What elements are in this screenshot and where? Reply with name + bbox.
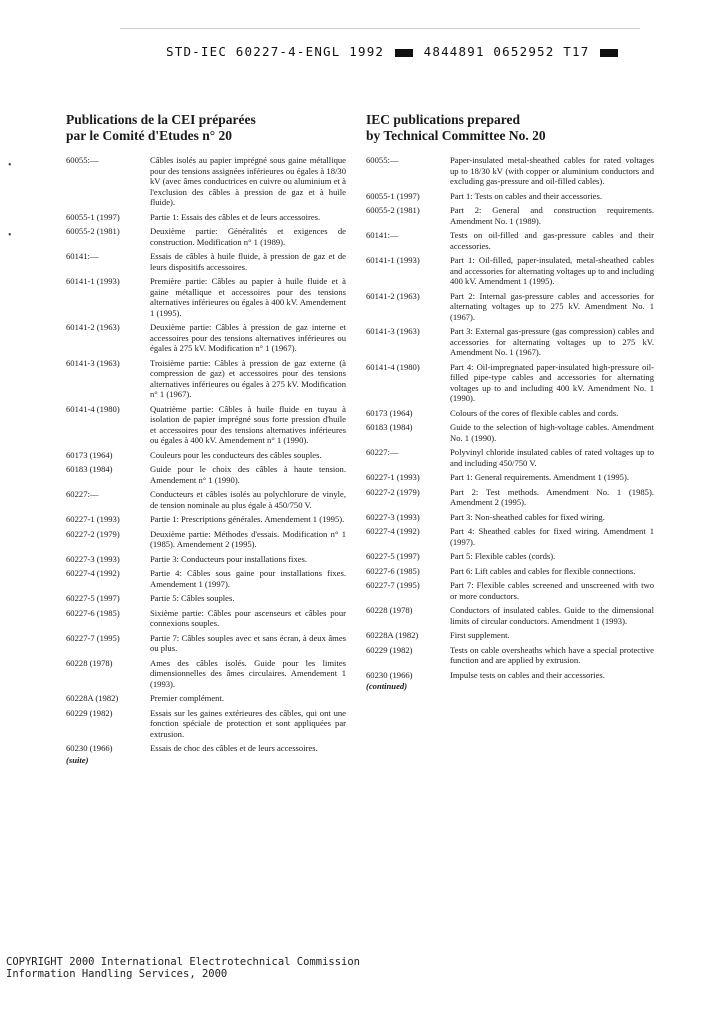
publication-code: 60229 (1982) — [66, 707, 113, 718]
french-entry-list — [66, 155, 346, 754]
publication-title: Partie 4: Câbles sous gaine pour installations fixes. Amendement 1 (1997). — [150, 568, 346, 589]
publication-code: 60141-4 (1980) — [66, 403, 120, 414]
list-item — [66, 529, 346, 550]
list-item — [366, 630, 654, 641]
publication-code: 60227:— — [366, 447, 399, 457]
publication-code: 60227-6 (1985) — [66, 607, 120, 618]
publication-title: Deuxième partie: Méthodes d'essais. Modification n° 1 (1985). Amendement 2 (1995). — [150, 528, 346, 549]
publication-title: Partie 1: Prescriptions générales. Amendement 1 (1995). — [150, 514, 345, 524]
publication-title: Part 7: Flexible cables screened and unscreened with two or more conductors. — [450, 580, 654, 601]
list-item — [366, 291, 654, 323]
publication-code: 60227-3 (1993) — [366, 511, 420, 522]
publication-title: Colours of the cores of flexible cables and cords. — [450, 407, 619, 418]
list-item — [66, 404, 346, 446]
publication-code: 60227-5 (1997) — [366, 551, 420, 561]
publication-title: Ames des câbles isolés. Guide pour les limites dimensionnelles des âmes circulaires. Amendement 1 (1993). — [150, 657, 346, 689]
publication-code: 60183 (1984) — [366, 422, 413, 432]
list-item — [66, 212, 346, 223]
publication-title: Part 1: Oil-filled, paper-insulated, metal-sheathed cables and accessories for alternating voltages up to and including 400 kV. Amendment 1 (1995). — [450, 255, 654, 286]
publication-code: 60227-7 (1995) — [66, 632, 120, 643]
list-item — [66, 226, 346, 247]
list-item — [366, 551, 654, 562]
list-item — [366, 191, 654, 202]
publication-code: 60141-2 (1963) — [66, 322, 120, 332]
publication-title: Part 2: Internal gas-pressure cables and accessories for alternating voltages up to 275 kV. Amendment No. 1 (1967). — [450, 290, 654, 322]
publication-title: Part 2: General and construction requirements. Amendment No. 1 (1989). — [450, 205, 654, 226]
publication-code: 60227-1 (1993) — [366, 472, 420, 482]
publication-code: 60183 (1984) — [66, 464, 113, 474]
list-item — [366, 487, 654, 508]
list-item — [66, 554, 346, 565]
doc-id-mid: 4844891 0652952 — [423, 44, 555, 59]
list-item — [66, 489, 346, 510]
list-item — [66, 693, 346, 704]
list-item — [66, 743, 346, 754]
copyright-line1: COPYRIGHT 2000 International Electrotechnical Commission — [6, 956, 361, 968]
french-title-line1: Publications de la CEI préparées — [66, 112, 256, 127]
list-item — [366, 670, 654, 681]
list-item — [366, 447, 654, 468]
list-item — [366, 645, 654, 666]
publication-title: Essais de choc des câbles et de leurs accessoires. — [150, 743, 318, 753]
list-item — [66, 633, 346, 654]
publication-code: 60173 (1964) — [66, 449, 113, 460]
list-item — [366, 326, 654, 358]
publication-code: 60230 (1966) — [66, 743, 113, 753]
publication-title: Partie 7: Câbles souples avec et sans écran, à deux âmes ou plus. — [150, 632, 346, 653]
publication-title: Part 3: Non-sheathed cables for fixed wiring. — [450, 511, 605, 522]
publication-code: 60229 (1982) — [366, 644, 413, 655]
publication-code: 60055:— — [366, 155, 399, 165]
publication-title: Conducteurs et câbles isolés au polychlorure de vinyle, de tension nominale au plus égale à 450/750 V. — [150, 489, 346, 510]
list-item — [366, 408, 654, 419]
publication-code: 60228 (1978) — [366, 605, 413, 615]
list-item — [66, 251, 346, 272]
french-title — [66, 112, 346, 144]
publication-code: 60228A (1982) — [66, 693, 119, 703]
publication-title: Part 5: Flexible cables (cords). — [450, 551, 556, 561]
publication-code: 60227-2 (1979) — [66, 528, 120, 539]
english-title-line2: by Technical Committee No. 20 — [366, 128, 546, 143]
continued-label: (suite) — [66, 754, 89, 765]
list-item — [366, 580, 654, 601]
english-entry-list — [366, 155, 654, 680]
publication-title: Deuxième partie: Câbles à pression de gaz interne et accessoires pour des tensions alternatives inférieures ou égales à 275 kV. Modification n° 1 (1967). — [150, 322, 346, 353]
publication-title: Essais de câbles à huile fluide, à pression de gaz et de leurs dispositifs accessoires. — [150, 251, 346, 272]
publication-code: 60228 (1978) — [66, 657, 113, 668]
publication-title: Impulse tests on cables and their accessories. — [450, 669, 605, 680]
continued-label: (continued) — [366, 681, 408, 691]
publication-code: 60141-3 (1963) — [366, 326, 420, 336]
doc-id-prefix: STD-IEC 60227-4-ENGL 1992 — [166, 44, 385, 59]
publication-title: Partie 5: Câbles souples. — [150, 593, 235, 603]
list-item — [66, 322, 346, 354]
publication-code: 60055-1 (1997) — [366, 190, 420, 201]
black-block-icon — [600, 49, 618, 57]
french-title-line2: par le Comité d'Etudes n° 20 — [66, 128, 233, 143]
publication-code: 60141:— — [366, 230, 399, 240]
copyright-footer — [6, 956, 360, 980]
publication-title: Guide to the selection of high-voltage cables. Amendment No. 1 (1990). — [450, 422, 654, 443]
publication-code: 60227-4 (1992) — [66, 568, 120, 578]
list-item — [366, 526, 654, 547]
list-item — [366, 512, 654, 523]
publication-title: Sixième partie: Câbles pour ascenseurs et câbles pour connexions souples. — [150, 607, 346, 628]
publication-code: 60141-3 (1963) — [66, 357, 120, 368]
publication-title: Part 1: Tests on cables and their accessories. — [450, 190, 602, 201]
publication-title: Quatrième partie: Câbles à huile fluide en tuyau à isolation de papier imprégné sous forte pression d'huile et accessoires pour des tensions alternatives inférieures ou égales à 400 kV. Amendement n° 1 (1990). — [150, 403, 346, 445]
doc-id-suffix: T17 — [563, 44, 590, 59]
publication-title: Essais sur les gaines extérieures des câbles, qui ont une fonction spéciale de protection et sont appliquées par extrusion. — [150, 707, 346, 739]
list-item — [366, 605, 654, 626]
publication-code: 60055-2 (1981) — [66, 226, 120, 236]
publication-title: Troisième partie: Câbles à pression de gaz externe (à compression de gaz) et accessoires pour des tensions alternatives inférieures ou égales à 275 kV. Modification n° 1 (1967). — [150, 357, 346, 399]
publication-title: Premier complément. — [150, 693, 224, 703]
publication-title: Partie 3: Conducteurs pour installations fixes. — [150, 553, 308, 564]
french-column — [66, 112, 346, 765]
publication-code: 60230 (1966) — [366, 669, 413, 680]
english-title-line1: IEC publications prepared — [366, 112, 521, 127]
list-item — [66, 464, 346, 485]
publication-title: Part 4: Oil-impregnated paper-insulated high-pressure oil-filled pipe-type cables and accessories for alternating voltages up to and including 400 kV. Amendment No. 1 (1990). — [450, 361, 654, 403]
list-item — [66, 568, 346, 589]
list-item — [366, 230, 654, 251]
list-item — [366, 362, 654, 404]
list-item — [66, 708, 346, 740]
list-item — [66, 658, 346, 690]
publication-code: 60227-3 (1993) — [66, 553, 120, 564]
list-item — [66, 358, 346, 400]
list-item — [66, 155, 346, 208]
list-item — [66, 514, 346, 525]
publication-title: Deuxième partie: Généralités et exigences de construction. Modification n° 1 (1989). — [150, 226, 346, 247]
publication-code: 60227-7 (1995) — [366, 580, 420, 590]
publication-title: Partie 1: Essais des câbles et de leurs accessoires. — [150, 211, 321, 222]
publication-title: Part 2: Test methods. Amendment No. 1 (1985). Amendment 2 (1995). — [450, 486, 654, 507]
publication-code: 60055-2 (1981) — [366, 205, 420, 215]
black-block-icon — [395, 49, 413, 57]
scan-artifact-line — [120, 28, 640, 29]
publication-title: Câbles isolés au papier imprégné sous gaine métallique pour des tensions assignées inférieures ou égales à 18/30 kV (avec âmes conductrices en cuivre ou aluminium et à l'exclusion des câbles à pression de gaz et à huile fluide). — [150, 155, 346, 207]
publication-code: 60227-4 (1992) — [366, 526, 420, 536]
publication-code: 60141-1 (1993) — [366, 255, 420, 265]
publication-code: 60055:— — [66, 155, 99, 165]
list-item — [366, 155, 654, 187]
list-item — [366, 205, 654, 226]
english-column — [366, 112, 654, 691]
publication-title: Part 3: External gas-pressure (gas compression) cables and accessories for alternating voltages up to 275 kV. Amendment No. 1 (1967). — [450, 326, 654, 357]
publication-code: 60141:— — [66, 251, 99, 261]
list-item — [366, 255, 654, 287]
publication-code: 60055-1 (1997) — [66, 211, 120, 222]
publication-title: Polyvinyl chloride insulated cables of rated voltages up to and including 450/750 V. — [450, 447, 654, 468]
publication-title: Part 6: Lift cables and cables for flexible connections. — [450, 565, 636, 576]
publication-code: 60141-1 (1993) — [66, 276, 120, 286]
list-item — [366, 422, 654, 443]
list-item — [66, 276, 346, 318]
list-item — [66, 608, 346, 629]
list-item — [366, 472, 654, 483]
publication-code: 60141-2 (1963) — [366, 290, 420, 301]
publication-title: Tests on cable oversheaths which have a special protective function and are applied by extrusion. — [450, 644, 654, 665]
publication-code: 60227-5 (1997) — [66, 593, 120, 603]
publication-code: 60141-4 (1980) — [366, 361, 420, 372]
publication-title: Part 4: Sheathed cables for fixed wiring. Amendment 1 (1997). — [450, 526, 654, 547]
scan-dot: • — [8, 230, 12, 241]
publication-title: Couleurs pour les conducteurs des câbles souples. — [150, 449, 322, 460]
scan-dot: • — [8, 160, 12, 171]
copyright-line2: Information Handling Services, 2000 — [6, 968, 228, 980]
list-item — [66, 450, 346, 461]
publication-code: 60227-6 (1985) — [366, 565, 420, 576]
publication-title: Tests on oil-filled and gas-pressure cables and their accessories. — [450, 230, 654, 251]
document-id-header — [166, 44, 620, 59]
publication-code: 60227:— — [66, 489, 99, 499]
list-item — [366, 566, 654, 577]
publication-title: Conductors of insulated cables. Guide to the dimensional limits of circular conductors. Amendment 1 (1993). — [450, 605, 654, 626]
english-title — [366, 112, 654, 144]
publication-code: 60173 (1964) — [366, 407, 413, 418]
list-item — [66, 593, 346, 604]
publication-title: Guide pour le choix des câbles à haute tension. Amendement n° 1 (1990). — [150, 464, 346, 485]
publication-code: 60228A (1982) — [366, 630, 419, 640]
publication-code: 60227-2 (1979) — [366, 486, 420, 497]
publication-title: Paper-insulated metal-sheathed cables for rated voltages up to 18/30 kV (with copper or aluminium conductors and excluding gas-pressure and oil-filled cables). — [450, 155, 654, 186]
publication-title: First supplement. — [450, 630, 510, 640]
publication-title: Part 1: General requirements. Amendment 1 (1995). — [450, 472, 629, 482]
publication-title: Première partie: Câbles au papier à huile fluide et à gaine métallique et accessoires pour des tensions alternatives inférieures ou égales à 400 kV. Amendement 1 (1995). — [150, 276, 346, 318]
publication-code: 60227-1 (1993) — [66, 514, 120, 524]
